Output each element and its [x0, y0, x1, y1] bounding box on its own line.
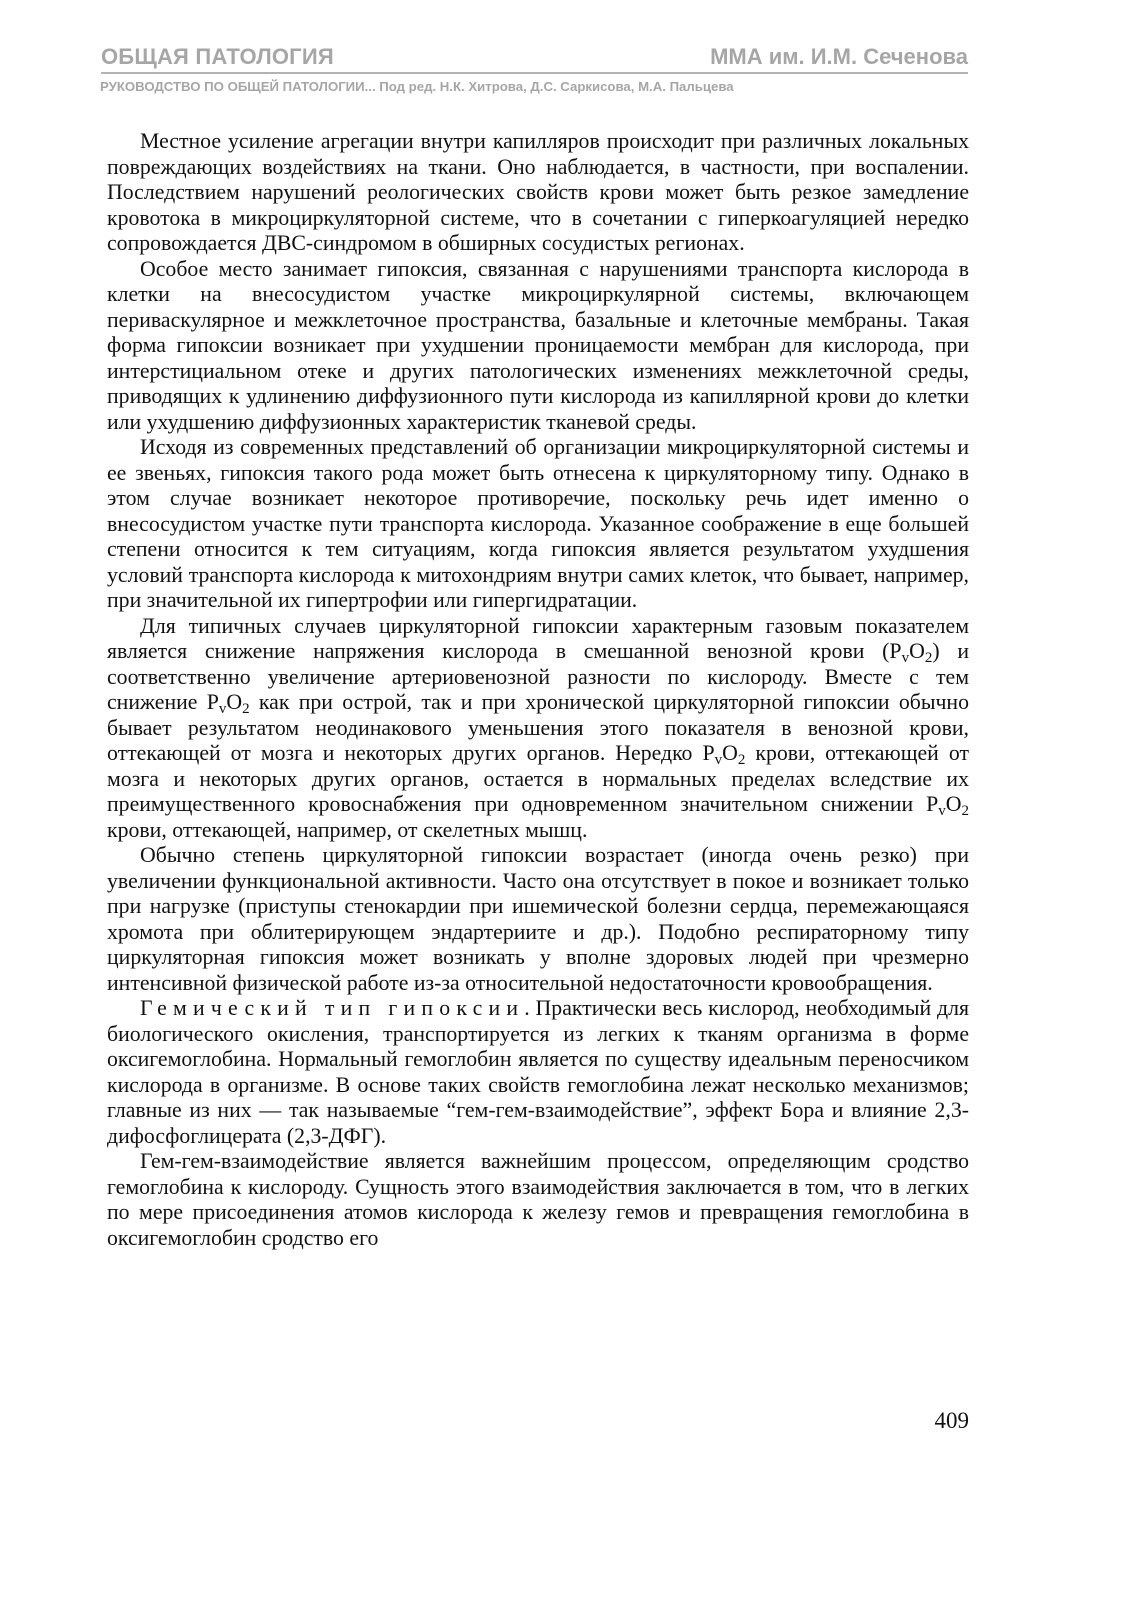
oxygen-symbol: O: [226, 690, 243, 714]
paragraph-6: [107, 996, 969, 1149]
subscript-v: v: [901, 650, 910, 666]
body-text: [107, 129, 969, 1251]
subscript-2: 2: [924, 650, 933, 666]
subscript-2: 2: [737, 752, 746, 768]
text-run: как при острой, так и при хронической циркуляторной гипоксии обычно бывает результатом неодинакового уменьшения этого показателя в венозной крови, оттекающей от мозга и некоторых других органов. Нередко P: [107, 690, 969, 765]
section-term: Гемический тип гипоксии: [140, 996, 525, 1020]
subscript-2: 2: [961, 803, 969, 819]
subscript-v: v: [938, 803, 946, 819]
text-run: ) и соответственно увеличение артериовенозной разности по кислороду. Вместе с тем снижение P: [107, 639, 970, 714]
oxygen-symbol: O: [722, 741, 738, 765]
header-divider: [101, 72, 968, 74]
header-title: ОБЩАЯ ПАТОЛОГИЯ: [101, 44, 334, 69]
header-subtitle: РУКОВОДСТВО ПО ОБЩЕЙ ПАТОЛОГИИ... Под ред. Н.К. Хитрова, Д.С. Саркисова, М.А. Пальцева: [100, 79, 734, 94]
header-institution: ММА им. И.М. Сеченова: [710, 44, 968, 69]
text-run: крови, оттекающей, например, от скелетных мышц.: [107, 817, 588, 842]
text-run: крови, оттекающей от мозга и некоторых других органов, остается в нормальных пределах вследствие их преимущественного кровоснабжения при одновременном значительном снижении P: [107, 741, 969, 816]
oxygen-symbol: O: [945, 792, 962, 816]
subscript-2: 2: [242, 701, 250, 717]
subscript-v: v: [218, 701, 227, 717]
subscript-v: v: [714, 752, 723, 768]
paragraph-5: Обычно степень циркуляторной гипоксии возрастает (иногда очень резко) при увеличении функциональной активности. Часто она отсутствует в покое и возникает только при нагрузке (приступы стенокардии при ишемической болезни сердца, перемежающаяся хромота при облитерирующем эндартериите и др.). Подобно респираторному типу циркуляторная гипоксия может возникать у вполне здоровых людей при чрезмерно интенсивной физической работе из-за относительной недостаточности кровообращения.: [107, 843, 969, 995]
paragraph-1: Местное усиление агрегации внутри капилляров происходит при различных локальных повреждающих воздействиях на ткани. Оно наблюдается, в частности, при воспалении. Последствием нарушений реологических свойств крови может быть резкое замедление кровотока в микроциркуляторной системе, что в сочетании с гиперкоагуляцией нередко сопровождается ДВС-синдромом в обширных сосудистых регионах.: [107, 129, 969, 255]
paragraph-3: Исходя из современных представлений об организации микроциркуляторной системы и ее звеньях, гипоксия такого рода может быть отнесена к циркуляторному типу. Однако в этом случае возникает некоторое противоречие, поскольку речь идет именно о внесосудистом участке пути транспорта кислорода. Указанное соображение в еще большей степени относится к тем ситуациям, когда гипоксия является результатом ухудшения условий транспорта кислорода к митохондриям внутри самих клеток, что бывает, например, при значительной их гипертрофии или гипергидратации.: [107, 435, 969, 612]
text-run: Для типичных случаев циркуляторной гипоксии характерным газовым показателем является снижение напряжения кислорода в смешанной венозной крови (P: [107, 613, 969, 663]
paragraph-7: Гем-гем-взаимодействие является важнейшим процессом, определяющим сродство гемоглобина к кислороду. Сущность этого взаимодействия заключается в том, что в легких по мере присоединения атомов кислорода к железу гемов и превращения гемоглобина в оксигемоглобин сродство его: [107, 1149, 969, 1250]
paragraph-2: Особое место занимает гипоксия, связанная с нарушениями транспорта кислорода в клетки на внесосудистом участке микроциркулярной системы, включающем периваскулярное и межклеточное пространства, базальные и клеточные мембраны. Такая форма гипоксии возникает при ухудшении проницаемости мембран для кислорода, при интерстициальном отеке и других патологических изменениях межклеточной среды, приводящих к удлинению диффузионного пути кислорода из капиллярной крови до клетки или ухудшению диффузионных характеристик тканевой среды.: [107, 256, 969, 434]
paragraph-4: [107, 614, 969, 844]
text-run: . Практически весь кислород, необходимый для биологического окисления, транспортируется из легких к тканям организма в форме оксигемоглобина. Нормальный гемоглобин является по существу идеальным переносчиком кислорода в организме. В основе таких свойств гемоглобина лежат несколько механизмов; главные из них — так называемые “гем-гем-взаимодействие”, эффект Бора и влияние 2,3-дифосфоглицерата (2,3-ДФГ).: [107, 996, 969, 1148]
oxygen-symbol: O: [909, 639, 925, 663]
page-number: 409: [934, 1408, 969, 1433]
